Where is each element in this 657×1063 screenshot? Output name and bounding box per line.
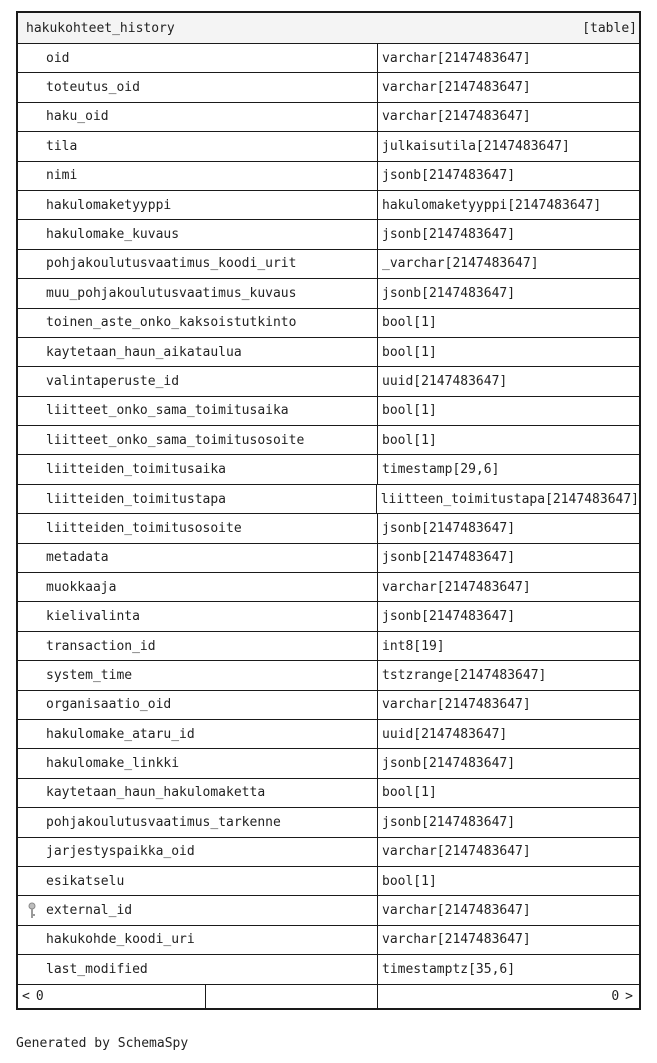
column-row[interactable] bbox=[18, 250, 639, 279]
column-type: jsonb[2147483647] bbox=[382, 609, 516, 625]
column-type: int8[19] bbox=[382, 638, 445, 654]
column-row[interactable] bbox=[18, 955, 639, 984]
column-name-cell bbox=[18, 426, 378, 454]
column-type: _varchar[2147483647] bbox=[382, 256, 539, 272]
column-name-cell bbox=[18, 397, 378, 425]
parents-count: 0 bbox=[35, 988, 44, 1004]
column-row[interactable] bbox=[18, 573, 639, 602]
column-row[interactable] bbox=[18, 162, 639, 191]
column-name: last_modified bbox=[46, 961, 148, 977]
column-row[interactable] bbox=[18, 838, 639, 867]
column-name-cell bbox=[18, 573, 378, 601]
column-type: varchar[2147483647] bbox=[382, 80, 531, 96]
column-row[interactable] bbox=[18, 44, 639, 73]
column-row[interactable] bbox=[18, 455, 639, 484]
column-name: haku_oid bbox=[46, 109, 109, 125]
column-row[interactable] bbox=[18, 279, 639, 308]
column-name: hakulomake_linkki bbox=[46, 756, 180, 772]
column-row[interactable] bbox=[18, 896, 639, 925]
table-header bbox=[18, 13, 639, 44]
column-row[interactable] bbox=[18, 191, 639, 220]
column-name: kaytetaan_haun_hakulomaketta bbox=[46, 785, 266, 801]
column-name-cell bbox=[18, 808, 378, 836]
column-name: hakulomaketyyppi bbox=[46, 197, 172, 213]
column-type: varchar[2147483647] bbox=[382, 844, 531, 860]
column-name: toinen_aste_onko_kaksoistutkinto bbox=[46, 315, 297, 331]
column-type: bool[1] bbox=[382, 785, 437, 801]
column-name-cell bbox=[18, 632, 378, 660]
column-row[interactable] bbox=[18, 485, 639, 514]
column-type: julkaisutila[2147483647] bbox=[382, 138, 570, 154]
column-name: external_id bbox=[46, 903, 133, 919]
column-name: organisaatio_oid bbox=[46, 697, 172, 713]
column-row[interactable] bbox=[18, 338, 639, 367]
children-cell bbox=[378, 985, 639, 1008]
column-type: uuid[2147483647] bbox=[382, 726, 508, 742]
column-type: jsonb[2147483647] bbox=[382, 285, 516, 301]
column-row[interactable] bbox=[18, 220, 639, 249]
column-row[interactable] bbox=[18, 926, 639, 955]
table-footer bbox=[18, 985, 639, 1008]
column-type: jsonb[2147483647] bbox=[382, 520, 516, 536]
column-type: varchar[2147483647] bbox=[382, 932, 531, 948]
column-name: pohjakoulutusvaatimus_tarkenne bbox=[46, 814, 281, 830]
column-name: muu_pohjakoulutusvaatimus_kuvaus bbox=[46, 285, 297, 301]
column-name-cell bbox=[18, 720, 378, 748]
column-name-cell bbox=[18, 309, 378, 337]
column-name: oid bbox=[46, 50, 70, 66]
column-name-cell bbox=[18, 162, 378, 190]
column-row[interactable] bbox=[18, 808, 639, 837]
column-name: jarjestyspaikka_oid bbox=[46, 844, 195, 860]
column-row[interactable] bbox=[18, 73, 639, 102]
column-row[interactable] bbox=[18, 132, 639, 161]
column-name: liitteiden_toimitustapa bbox=[46, 491, 227, 507]
column-type: bool[1] bbox=[382, 315, 437, 331]
column-name-cell bbox=[18, 338, 378, 366]
column-type: bool[1] bbox=[382, 873, 437, 889]
column-name-cell bbox=[18, 73, 378, 101]
column-row[interactable] bbox=[18, 544, 639, 573]
parents-cell bbox=[18, 985, 206, 1008]
column-name-cell bbox=[18, 926, 378, 954]
column-name: kielivalinta bbox=[46, 609, 140, 625]
column-row[interactable] bbox=[18, 103, 639, 132]
table-name[interactable]: hakukohteet_history bbox=[26, 20, 175, 36]
column-row[interactable] bbox=[18, 779, 639, 808]
column-name: muokkaaja bbox=[46, 579, 117, 595]
column-name-cell bbox=[18, 191, 378, 219]
column-name-cell bbox=[18, 103, 378, 131]
column-type: varchar[2147483647] bbox=[382, 50, 531, 66]
column-name: liitteiden_toimitusaika bbox=[46, 462, 227, 478]
column-type: timestamp[29,6] bbox=[382, 462, 500, 478]
column-name-cell bbox=[18, 514, 378, 542]
column-row[interactable] bbox=[18, 691, 639, 720]
column-row[interactable] bbox=[18, 309, 639, 338]
column-type: jsonb[2147483647] bbox=[382, 756, 516, 772]
chevron-left-icon: < bbox=[22, 988, 30, 1004]
column-name-cell bbox=[18, 955, 378, 983]
column-name: liitteet_onko_sama_toimitusosoite bbox=[46, 432, 305, 448]
column-type: bool[1] bbox=[382, 403, 437, 419]
column-name: nimi bbox=[46, 168, 78, 184]
column-type: timestamptz[35,6] bbox=[382, 961, 516, 977]
column-row[interactable] bbox=[18, 661, 639, 690]
column-name-cell bbox=[18, 367, 378, 395]
table-node bbox=[16, 11, 641, 1010]
column-name-cell bbox=[18, 279, 378, 307]
column-name-cell bbox=[18, 44, 378, 72]
column-type: jsonb[2147483647] bbox=[382, 227, 516, 243]
column-type: tstzrange[2147483647] bbox=[382, 667, 547, 683]
column-name-cell bbox=[18, 779, 378, 807]
key-icon bbox=[27, 902, 37, 920]
column-row[interactable] bbox=[18, 514, 639, 543]
column-name-cell bbox=[18, 749, 378, 777]
column-row[interactable] bbox=[18, 749, 639, 778]
footer-spacer bbox=[206, 985, 378, 1008]
column-type: jsonb[2147483647] bbox=[382, 814, 516, 830]
column-type: bool[1] bbox=[382, 344, 437, 360]
column-name: liitteet_onko_sama_toimitusaika bbox=[46, 403, 289, 419]
column-type: liitteen_toimitustapa[2147483647] bbox=[380, 491, 639, 507]
column-name-cell bbox=[18, 691, 378, 719]
column-type: uuid[2147483647] bbox=[382, 373, 508, 389]
column-name: transaction_id bbox=[46, 638, 156, 654]
column-name-cell bbox=[18, 544, 378, 572]
column-type: varchar[2147483647] bbox=[382, 697, 531, 713]
column-type: varchar[2147483647] bbox=[382, 579, 531, 595]
column-name: kaytetaan_haun_aikataulua bbox=[46, 344, 242, 360]
column-name: metadata bbox=[46, 550, 109, 566]
column-type: varchar[2147483647] bbox=[382, 903, 531, 919]
column-name-cell bbox=[18, 455, 378, 483]
column-name-cell bbox=[18, 602, 378, 630]
column-name: esikatselu bbox=[46, 873, 125, 889]
column-name-cell bbox=[18, 132, 378, 160]
column-name: hakukohde_koodi_uri bbox=[46, 932, 195, 948]
column-name: system_time bbox=[46, 667, 133, 683]
column-name-cell bbox=[18, 485, 377, 513]
column-type: jsonb[2147483647] bbox=[382, 168, 516, 184]
children-count: 0 bbox=[611, 988, 620, 1004]
column-name: toteutus_oid bbox=[46, 80, 140, 96]
column-name: tila bbox=[46, 138, 78, 154]
column-row[interactable] bbox=[18, 720, 639, 749]
column-name-cell bbox=[18, 250, 378, 278]
column-name-cell bbox=[18, 220, 378, 248]
column-name-cell bbox=[18, 661, 378, 689]
generated-by-caption: Generated by SchemaSpy bbox=[16, 1036, 189, 1051]
chevron-right-icon: > bbox=[625, 988, 633, 1004]
column-name: valintaperuste_id bbox=[46, 373, 180, 389]
column-row[interactable] bbox=[18, 397, 639, 426]
column-name: hakulomake_ataru_id bbox=[46, 726, 195, 742]
column-row[interactable] bbox=[18, 867, 639, 896]
column-row[interactable] bbox=[18, 632, 639, 661]
column-name-cell bbox=[18, 867, 378, 895]
table-kind-label: [table] bbox=[582, 20, 637, 36]
column-name: liitteiden_toimitusosoite bbox=[46, 520, 242, 536]
column-type: bool[1] bbox=[382, 432, 437, 448]
column-row[interactable] bbox=[18, 367, 639, 396]
column-name: hakulomake_kuvaus bbox=[46, 227, 180, 243]
column-list bbox=[18, 44, 639, 985]
column-type: varchar[2147483647] bbox=[382, 109, 531, 125]
column-name-cell bbox=[18, 838, 378, 866]
column-name-cell bbox=[18, 896, 378, 924]
column-type: jsonb[2147483647] bbox=[382, 550, 516, 566]
column-row[interactable] bbox=[18, 602, 639, 631]
column-row[interactable] bbox=[18, 426, 639, 455]
column-type: hakulomaketyyppi[2147483647] bbox=[382, 197, 602, 213]
column-name: pohjakoulutusvaatimus_koodi_urit bbox=[46, 256, 297, 272]
